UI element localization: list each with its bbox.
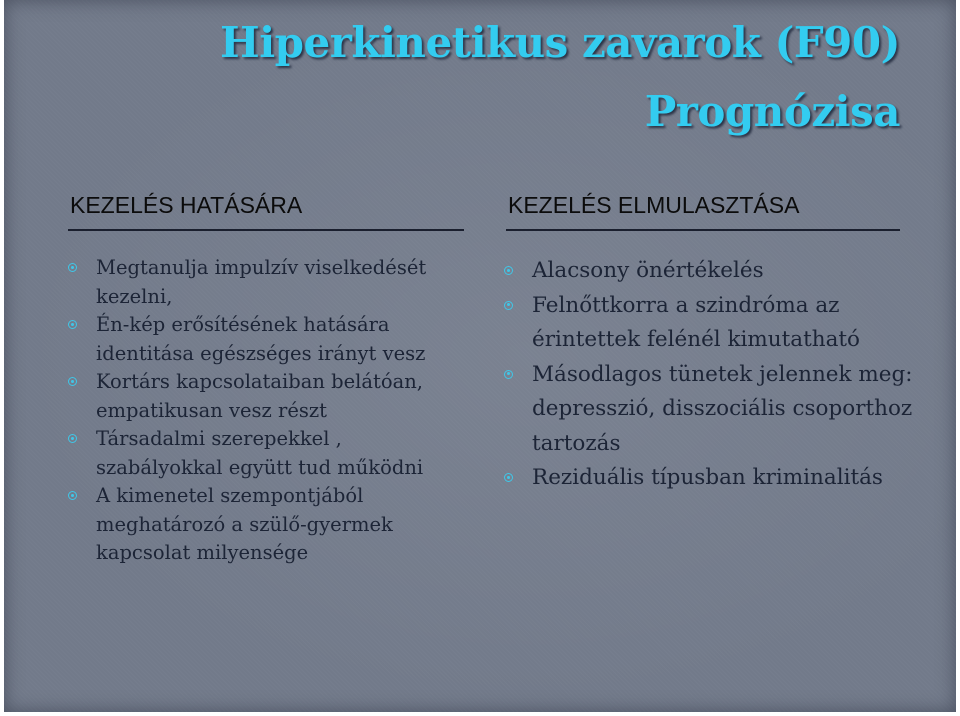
left-heading-divider [68,229,464,231]
list-item [502,254,922,289]
list-item-text: Én-kép erősítésének hatására identitása egészséges irányt vesz [96,313,426,365]
list-item [66,311,446,368]
left-bullet-list [66,254,446,568]
right-column-heading: KEZELÉS ELMULASZTÁSA [508,192,800,218]
circle-bullet-icon [68,434,77,443]
circle-bullet-icon [68,377,77,386]
slide-subtitle: Prognózisa [644,87,900,136]
circle-bullet-icon [504,473,513,482]
left-column-heading: KEZELÉS HATÁSÁRA [70,192,303,218]
list-item-text: Kortárs kapcsolataiban belátóan, empatikusan vesz részt [96,370,423,422]
right-heading-divider [506,229,900,231]
list-item [66,254,446,311]
circle-bullet-icon [68,320,77,329]
circle-bullet-icon [504,266,513,275]
list-item-text: Reziduális típusban kriminalitás [532,465,883,490]
list-item [66,482,446,568]
list-item-text: Megtanulja impulzív viselkedését kezelni, [96,256,427,308]
slide-title: Hiperkinetikus zavarok (F90) [220,18,900,67]
list-item [502,289,922,358]
list-item [502,461,922,496]
circle-bullet-icon [68,491,77,500]
list-item [502,358,922,462]
list-item [66,368,446,425]
circle-bullet-icon [504,370,513,379]
slide [4,0,956,712]
list-item-text: Alacsony önértékelés [532,258,764,283]
list-item-text: Társadalmi szerepekkel , szabályokkal együtt tud működni [96,427,424,479]
circle-bullet-icon [504,301,513,310]
list-item [66,425,446,482]
list-item-text: Másodlagos tünetek jelennek meg: depresszió, disszociális csoporthoz tartozás [532,361,913,456]
circle-bullet-icon [68,263,77,272]
list-item-text: Felnőttkorra a szindróma az érintettek felénél kimutatható [532,292,861,352]
right-bullet-list [502,254,922,496]
list-item-text: A kimenetel szempontjából meghatározó a szülő-gyermek kapcsolat milyensége [96,484,393,564]
